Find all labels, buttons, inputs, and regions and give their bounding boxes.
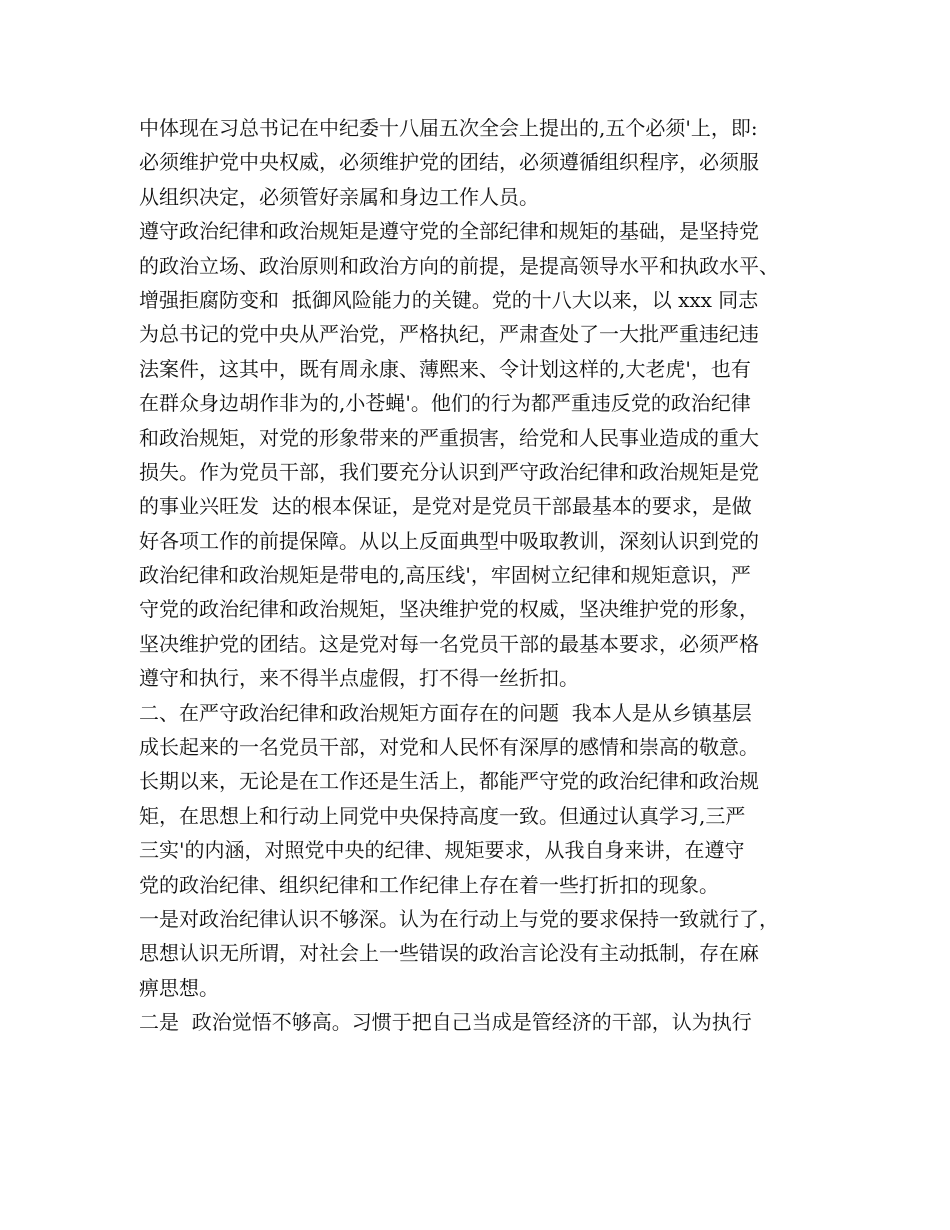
text-line: 坚决维护党的团结。这是党对每一名党员干部的最基本要求，必须严格 — [139, 631, 759, 656]
text-line: 三实'的内涵，对照党中央的纪律、规矩要求，从我自身来讲，在遵守 — [139, 838, 745, 863]
text-line: 好各项工作的前提保障。从以上反面典型中吸取教训，深刻认识到党的 — [139, 528, 759, 553]
text-line: 二是 政治觉悟不够高。习惯于把自己当成是管经济的干部，认为执行 — [139, 1010, 752, 1035]
text-line: 中体现在习总书记在中纪委十八届五次全会上提出的,五个必须'上，即: — [139, 116, 758, 140]
text-line: 和政治规矩，对党的形象带来的严重损害，给党和人民事业造成的重大 — [139, 425, 759, 450]
text-line: 一是对政治纪律认识不够深。认为在行动上与党的要求保持一致就行了， — [139, 906, 779, 931]
text-line: 的政治立场、政治原则和政治方向的前提，是提高领导水平和执政水平、 — [139, 253, 779, 278]
text-line: 矩，在思想上和行动上同党中央保持高度一致。但通过认真学习,三严 — [139, 803, 746, 828]
text-line: 增强拒腐防变和 抵御风险能力的关键。党的十八大以来，以 xxx 同志 — [139, 287, 759, 312]
text-line: 遵守和执行，来不得半点虚假，打不得一丝折扣。 — [139, 666, 579, 691]
text-line: 为总书记的党中央从严治党，严格执纪，严肃查处了一大批严重违纪违 — [139, 322, 759, 347]
text-line: 从组织决定，必须管好亲属和身边工作人员。 — [139, 184, 539, 209]
text-line: 成长起来的一名党员干部，对党和人民怀有深厚的感情和崇高的敬意。 — [139, 735, 759, 760]
text-line: 思想认识无所谓，对社会上一些错误的政治言论没有主动抵制，存在麻 — [139, 941, 759, 966]
text-line: 法案件，这其中，既有周永康、薄熙来、令计划这样的,大老虎'，也有 — [139, 356, 751, 381]
text-line: 在群众身边胡作非为的,小苍蝇'。他们的行为都严重违反党的政治纪律 — [139, 391, 751, 416]
text-line: 遵守政治纪律和政治规矩是遵守党的全部纪律和规矩的基础，是坚持党 — [139, 219, 759, 244]
text-line: 的事业兴旺发 达的根本保证，是党对是党员干部最基本的要求，是做 — [139, 494, 752, 519]
text-line: 守党的政治纪律和政治规矩，坚决维护党的权威，坚决维护党的形象， — [139, 597, 759, 622]
text-line: 损失。作为党员干部，我们要充分认识到严守政治纪律和政治规矩是党 — [139, 459, 759, 484]
text-line: 痹思想。 — [139, 975, 219, 1000]
text-line: 二、在严守政治纪律和政治规矩方面存在的问题 我本人是从乡镇基层 — [139, 700, 752, 725]
text-line: 必须维护党中央权威，必须维护党的团结，必须遵循组织程序，必须服 — [139, 150, 759, 175]
text-line: 党的政治纪律、组织纪律和工作纪律上存在着一些打折扣的现象。 — [139, 872, 719, 897]
text-line: 政治纪律和政治规矩是带电的,高压线'，牢固树立纪律和规矩意识，严 — [139, 563, 751, 588]
text-line: 长期以来，无论是在工作还是生活上，都能严守党的政治纪律和政治规 — [139, 769, 759, 794]
document-body — [139, 111, 819, 1040]
